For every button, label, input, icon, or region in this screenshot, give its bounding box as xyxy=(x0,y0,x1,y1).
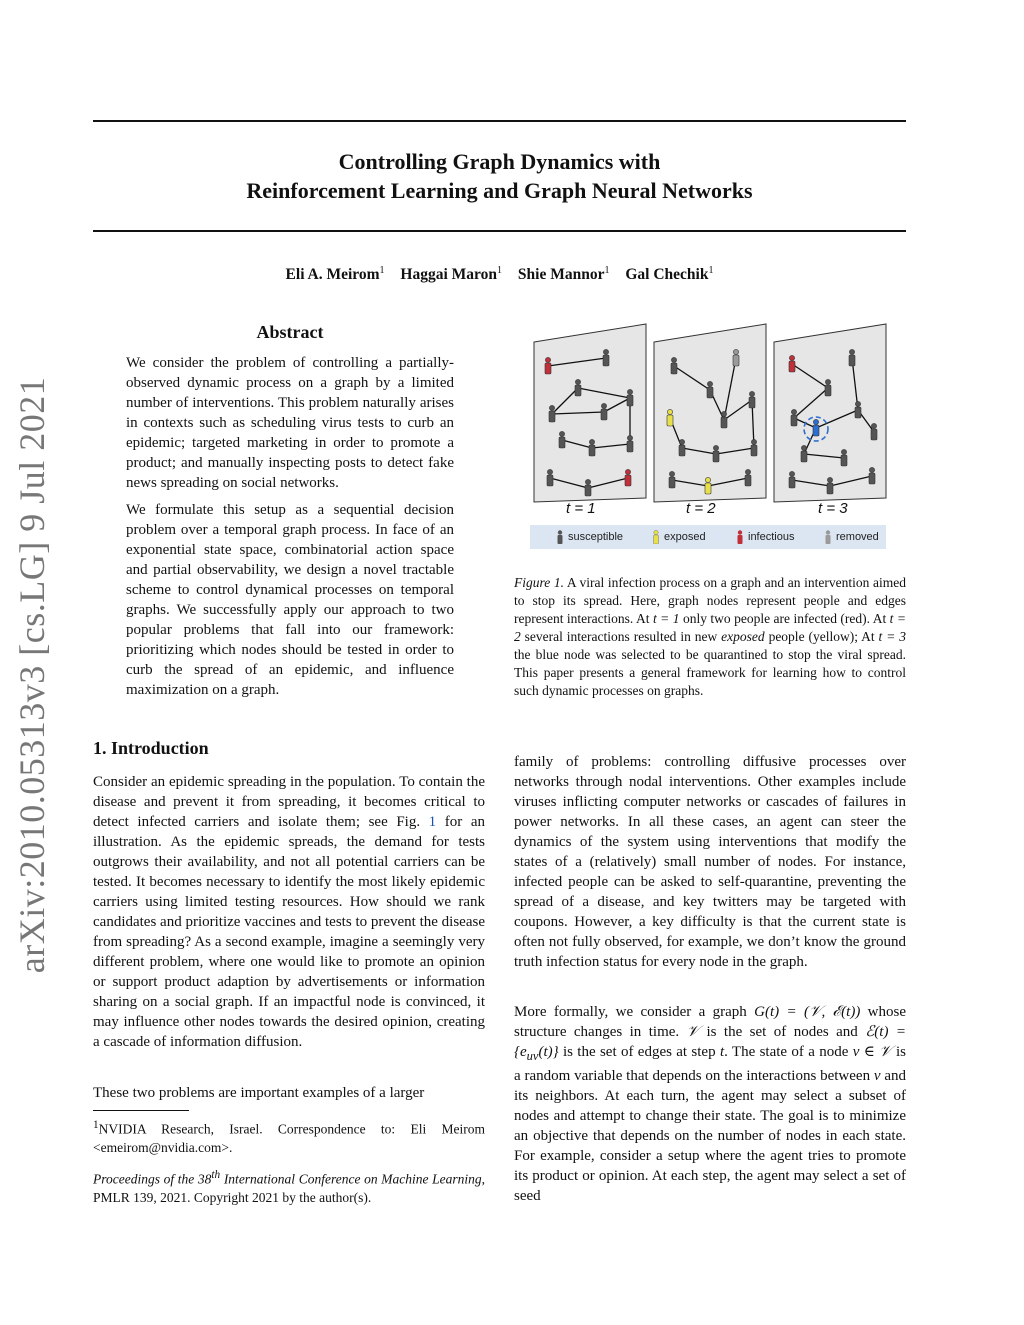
body-text: is the set of nodes and xyxy=(699,1024,866,1040)
graph-node-person-icon xyxy=(849,349,855,366)
graph-node-person-icon xyxy=(789,355,795,372)
caption-text: several interactions resulted in new xyxy=(520,629,722,644)
math-inline: 𝒱 xyxy=(686,1024,700,1040)
graph-node-person-icon xyxy=(721,411,727,428)
graph-node-person-icon xyxy=(671,357,677,374)
graph-node-person-icon xyxy=(669,471,675,488)
legend-label: exposed xyxy=(664,530,706,543)
graph-node-person-icon xyxy=(733,349,739,366)
author-name: Gal Chechik xyxy=(625,266,709,284)
caption-text: the blue node was selected to be quarantined to stop the viral spread. This paper presents a general framework for learning how to control such dynamic processes on graphs. xyxy=(514,647,906,698)
math-inline: ℰ(t) = {e xyxy=(514,1024,906,1060)
graph-node-person-icon xyxy=(825,379,831,396)
caption-math: t = 3 xyxy=(878,629,906,644)
graph-node-person-icon xyxy=(627,389,633,406)
footnote-text: NVIDIA Research, Israel. Correspondence to: Eli Meirom <emeirom@nvidia.com>. xyxy=(93,1121,485,1155)
author-list xyxy=(93,265,906,284)
person-icon xyxy=(556,530,564,544)
section-heading-introduction: 1. Introduction xyxy=(93,738,209,758)
caption-emphasis: exposed xyxy=(721,629,765,644)
author-name: Eli A. Meirom xyxy=(285,266,380,284)
time-label-t1: t = 1 xyxy=(566,500,596,517)
author xyxy=(286,266,385,283)
person-icon xyxy=(736,530,744,544)
caption-text: people (yellow); At xyxy=(764,629,879,644)
figure-1-illustration xyxy=(514,320,906,552)
graph-node-person-icon xyxy=(745,469,751,486)
intro-paragraph-1 xyxy=(93,772,485,1052)
math-inline: v xyxy=(873,1068,881,1084)
intro-text: for an illustration. As the epidemic spreads, the demand for tests outgrows their availability, and not all potential carriers can be tested. It becomes necessary to identify the most likely epidemic carriers using limited testing resources. How should we rank candidates and prioritize vaccines and tests to prevent the disease from spreading? As a second example, imagine a seemingly very different problem, where one would like to promote an opinion or support product adaption by advertisements or information sharing on a social graph. If an impactful node is convinced, it may influence other nodes towards the desired opinion, creating a cascade of information diffusion. xyxy=(93,814,485,1050)
graph-node-person-icon xyxy=(627,435,633,452)
graph-node-person-icon xyxy=(559,431,565,448)
abstract-heading: Abstract xyxy=(256,322,324,342)
math-inline: G(t) = (𝒱, ℰ(t)) xyxy=(754,1004,861,1020)
author xyxy=(625,266,713,283)
graph-node-person-icon xyxy=(585,479,591,496)
time-label-t3: t = 3 xyxy=(818,500,848,517)
legend-label: susceptible xyxy=(568,530,624,543)
graph-node-person-icon xyxy=(625,469,631,486)
arxiv-side-label: arXiv:2010.05313v3 [cs.LG] 9 Jul 2021 xyxy=(12,376,52,974)
title-line-1: Controlling Graph Dynamics with xyxy=(338,149,661,174)
caption-label: Figure 1. xyxy=(514,575,564,590)
graph-node-person-icon xyxy=(855,401,861,418)
legend-label: infectious xyxy=(748,530,795,543)
graph-node-person-icon xyxy=(871,423,877,440)
footnote-affiliation xyxy=(93,1116,485,1157)
math-inline: (t)} xyxy=(538,1044,559,1060)
graph-node-person-icon xyxy=(547,469,553,486)
author-name: Shie Mannor xyxy=(517,266,605,284)
graph-node-person-icon xyxy=(749,391,755,408)
author-name: Haggai Maron xyxy=(400,266,498,284)
graph-node-person-icon xyxy=(679,439,685,456)
paper-title xyxy=(93,147,906,205)
caption-math: t = 1 xyxy=(652,611,680,626)
author-affiliation: 1 xyxy=(497,265,503,276)
graph-node-person-icon xyxy=(751,439,757,456)
body-text: is the set of edges at step xyxy=(558,1044,720,1060)
top-rule xyxy=(93,120,906,122)
author-affiliation: 1 xyxy=(379,265,385,276)
body-text: More formally, we consider a graph xyxy=(514,1004,755,1020)
intro-text: Consider an epidemic spreading in the population. To contain the disease and prevent it from spreading, it becomes critical to detect infected carriers and isolate them; see Fig. xyxy=(93,774,485,830)
bottom-title-rule xyxy=(93,230,906,232)
graph-node-person-icon xyxy=(791,409,797,426)
author-affiliation: 1 xyxy=(708,265,714,276)
title-line-2: Reinforcement Learning and Graph Neural Networks xyxy=(246,178,753,203)
legend-item-exposed xyxy=(652,530,706,544)
right-paragraph-1: family of problems: controlling diffusive processes over networks through nodal interventions. Other examples include viruses inflicting computer networks or cascades of failures in power networks. In all these cases, an agent can steer the dynamics of the system using interventions that modify the states of a (relatively) small number of nodes. For instance, infected people can be asked to self-quarantine, preventing the spread of a disease, and key twitters may be targeted with coupons. However, a key difficulty is that the current state is often not fully observed, for example, we don’t know the ground truth infection status for every node in the graph. xyxy=(514,754,906,970)
graph-node-person-icon xyxy=(549,405,555,422)
figure-reference-link[interactable]: 1 xyxy=(428,814,437,830)
graph-node-person-icon xyxy=(667,409,673,426)
graph-node-person-icon xyxy=(575,379,581,396)
graph-node-person-icon xyxy=(841,449,847,466)
graph-node-person-icon xyxy=(801,445,807,462)
footnote-mark: 1 xyxy=(93,1119,99,1131)
body-text: . The state of a node xyxy=(724,1044,853,1060)
math-subscript: uv xyxy=(526,1049,539,1063)
legend-label: removed xyxy=(836,530,879,543)
intro-paragraph-2: These two problems are important examples of a larger xyxy=(93,1085,425,1101)
graph-node-person-icon xyxy=(589,439,595,456)
person-icon xyxy=(652,530,660,544)
body-text: and its neighbors. At each turn, the agent may select a subset of nodes and attempt to change their state. The goal is to minimize an objective that depends on the number of nodes in each state. For example, consider a setup where the agent tries to promote its product or opinion. At each step, the agent may select a set of seed xyxy=(514,1068,906,1204)
body-text: whose structure changes in time. xyxy=(514,1004,906,1040)
legend-item-removed xyxy=(824,530,879,544)
proceedings-text: Proceedings of the xyxy=(93,1171,198,1187)
graph-node-person-icon xyxy=(707,381,713,398)
right-paragraph-2 xyxy=(514,1002,906,1206)
author-affiliation: 1 xyxy=(604,265,610,276)
graph-node-person-icon xyxy=(603,349,609,366)
time-label-t2: t = 2 xyxy=(686,500,716,517)
math-inline: t xyxy=(719,1044,725,1060)
graph-node-person-icon xyxy=(713,445,719,462)
author xyxy=(400,266,502,283)
abstract-paragraph-1: We consider the problem of controlling a partially-observed dynamic process on a graph by a limited number of interventions. This problem naturally arises in contexts such as scheduling virus tests to curb an epidemic; targeted marketing in order to promote a product; and manually inspecting posts to detect fake news spreading on social networks. xyxy=(126,355,454,491)
graph-node-person-icon xyxy=(545,357,551,374)
caption-text: A viral infection process on a graph and an intervention aimed to stop its spread. Here, graph nodes represent people and edges represent interactions. At xyxy=(514,575,906,626)
abstract-paragraph-2: We formulate this setup as a sequential decision problem over a temporal graph process. In face of an exponential state space, combinatorial action space and partial observability, we design a novel tractable scheme to control dynamical processes on temporal graphs. We successfully apply our approach to two popular problems that fall into our framework: prioritizing which nodes should be tested in order to curb the spread of an epidemic, and influence maximization on a graph. xyxy=(126,502,454,698)
graph-node-person-icon xyxy=(827,477,833,494)
graph-node-person-icon xyxy=(601,403,607,420)
legend-item-infectious xyxy=(736,530,794,544)
proceedings-copyright: , PMLR 139, 2021. Copyright 2021 by the author(s). xyxy=(93,1171,485,1205)
graph-node-person-icon xyxy=(789,471,795,488)
figure-1-caption xyxy=(514,574,906,700)
proceedings-sup: th xyxy=(211,1169,221,1181)
proceedings-venue: International Conference on Machine Learning xyxy=(220,1171,482,1187)
legend-item-susceptible xyxy=(556,530,623,544)
math-inline: v ∈ 𝒱 xyxy=(852,1044,892,1060)
caption-math: t = 2 xyxy=(514,611,906,644)
figure-legend xyxy=(530,525,886,549)
graph-node-person-icon xyxy=(869,467,875,484)
author xyxy=(518,266,610,283)
caption-text: only two people are infected (red). At xyxy=(679,611,890,626)
footnote-proceedings xyxy=(93,1166,485,1207)
body-text: is a random variable that depends on the interactions between xyxy=(514,1044,906,1084)
person-icon xyxy=(824,530,832,544)
proceedings-number: 38 xyxy=(197,1171,212,1187)
graph-node-person-icon xyxy=(705,477,711,494)
footnote-rule xyxy=(93,1110,189,1111)
